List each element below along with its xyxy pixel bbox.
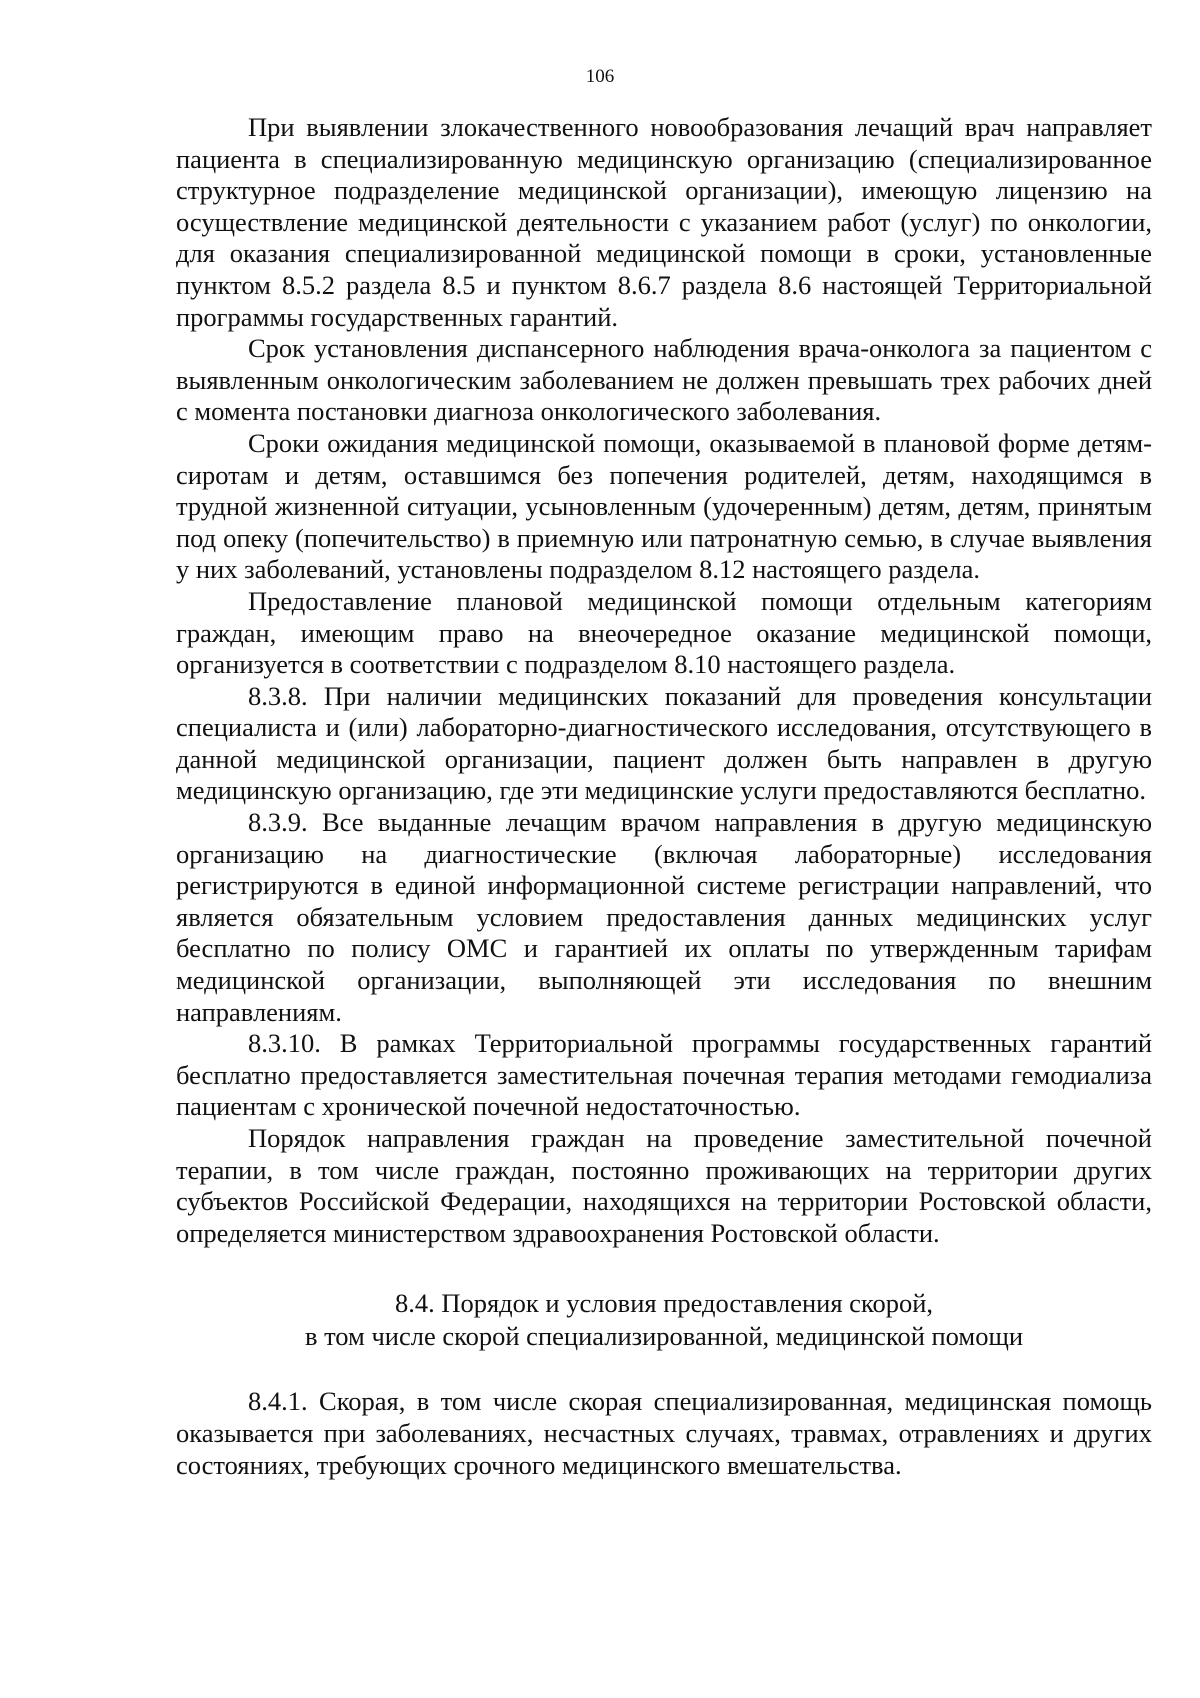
section-heading-line-1: 8.4. Порядок и условия предоставления скорой, — [394, 1288, 934, 1319]
paragraph-priority-care: Предоставление плановой медицинской помощи отдельным категориям граждан, имеющим право на внеочередное оказание медицинской помощи, организуется в соответствии с подразделом 8.10 настоящего раздела. — [176, 585, 1152, 680]
paragraph-oncology-observation: Срок установления диспансерного наблюдения врача-онколога за пациентом с выявленным онкологическим заболеванием не должен превышать трех рабочих дней с момента постановки диагноза онкологического заболевания. — [176, 333, 1152, 427]
paragraph-8-3-10: 8.3.10. В рамках Территориальной программы государственных гарантий бесплатно предоставляется заместительная почечная терапия методами гемодиализа пациентам с хронической почечной недостаточностью. — [176, 1028, 1152, 1122]
paragraph-8-3-9: 8.3.9. Все выданные лечащим врачом направления в другую медицинскую организацию на диагностические (включая лабораторные) исследования регистрируются в единой информационной системе регистрации направлений, что является обязательным условием предоставления данных медицинских услуг бесплатно по полису ОМС и гарантией их оплаты по утвержденным тарифам медицинской организации, выполняющей эти исследования по внешним направлениям. — [176, 807, 1152, 1027]
page-number: 106 — [585, 66, 615, 87]
section-heading-line-2: в том числе скорой специализированной, медицинской помощи — [304, 1321, 1024, 1352]
spacer — [176, 1353, 1152, 1386]
paragraph-oncology-referral: При выявлении злокачественного новообразования лечащий врач направляет пациента в специализированную медицинскую организацию (специализированное структурное подразделение медицинской организации), имеющую лицензию на осуществление медицинской деятельности с указанием работ (услуг) по онкологии, для оказания специализированной медицинской помощи в сроки, установленные пунктом 8.5.2 раздела 8.5 и пунктом 8.6.7 раздела 8.6 настоящей Территориальной программы государственных гарантий. — [176, 112, 1152, 332]
paragraph-8-3-8: 8.3.8. При наличии медицинских показаний для проведения консультации специалиста и (или) лабораторно-диагностического исследования, отсутствующего в данной медицинской организации, пациент должен быть направлен в другую медицинскую организацию, где эти медицинские услуги предоставляются бесплатно. — [176, 680, 1152, 806]
paragraph-orphans-waiting-times: Сроки ожидания медицинской помощи, оказываемой в плановой форме детям-сиротам и детям, оставшимся без попечения родителей, детям, находящимся в трудной жизненной ситуации, усыновленным (удочеренным) детям, детям, принятым под опеку (попечительство) в приемную или патронатную семью, в случае выявления у них заболеваний, установлены подразделом 8.12 настоящего раздела. — [176, 427, 1152, 585]
spacer — [176, 1249, 1152, 1287]
paragraph-dialysis-procedure: Порядок направления граждан на проведение заместительной почечной терапии, в том числе граждан, постоянно проживающих на территории других субъектов Российской Федерации, находящихся на территории Ростовской области, определяется министерством здравоохранения Ростовской области. — [176, 1123, 1152, 1248]
paragraph-8-4-1: 8.4.1. Скорая, в том числе скорая специализированная, медицинская помощь оказывается при заболеваниях, несчастных случаях, травмах, отравлениях и других состояниях, требующих срочного медицинского вмешательства. — [176, 1386, 1152, 1480]
document-body — [176, 112, 1152, 1481]
